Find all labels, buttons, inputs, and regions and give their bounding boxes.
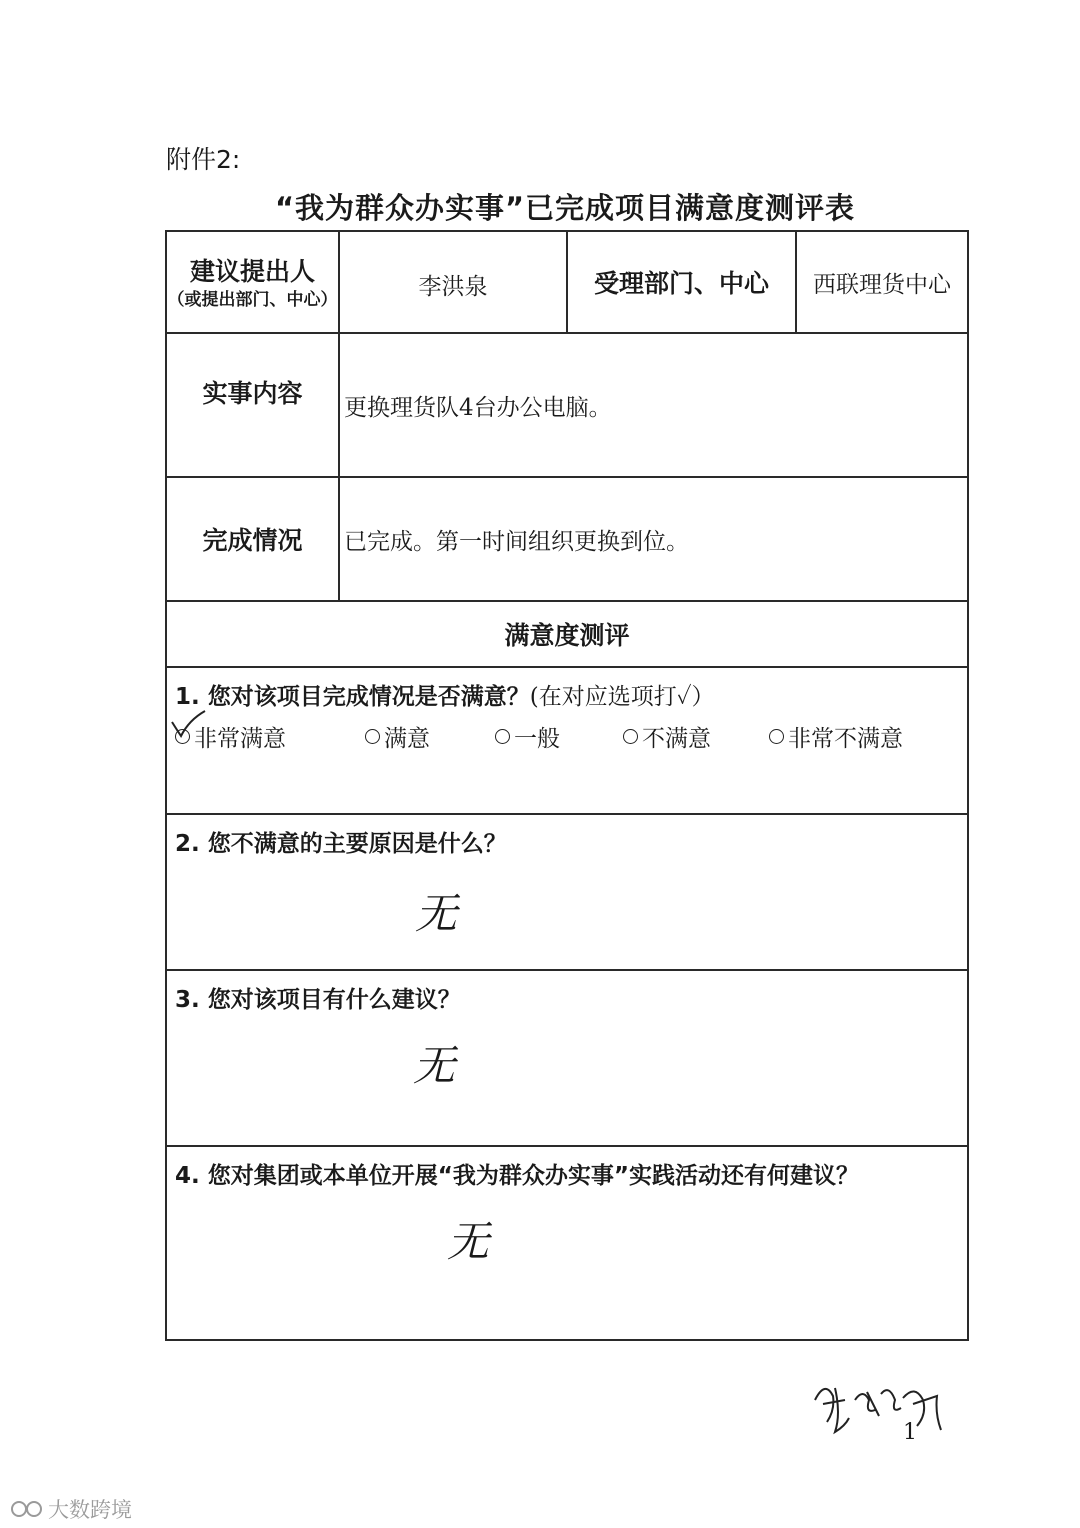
question-1-row bbox=[166, 667, 968, 814]
option-satisfied[interactable] bbox=[365, 720, 495, 753]
question-3-row bbox=[166, 970, 968, 1146]
handwritten-check-icon bbox=[169, 708, 209, 742]
proposer-sub-label: （或提出部门、中心） bbox=[167, 290, 338, 310]
watermark bbox=[10, 1494, 132, 1524]
status-row bbox=[166, 477, 968, 601]
option-very-dissatisfied[interactable] bbox=[769, 720, 903, 753]
dept-label: 受理部门、中心 bbox=[567, 231, 796, 333]
proposer-row bbox=[166, 231, 968, 333]
content-value: 更换理货队4台办公电脑。 bbox=[339, 333, 968, 477]
question-4-row bbox=[166, 1146, 968, 1340]
document-title: “我为群众办实事”已完成项目满意度测评表 bbox=[274, 191, 856, 225]
radio-circle-icon[interactable] bbox=[769, 729, 784, 744]
content-label: 实事内容 bbox=[166, 333, 339, 477]
radio-circle-icon[interactable] bbox=[365, 729, 380, 744]
option-label: 不满意 bbox=[642, 726, 711, 752]
option-label: 一般 bbox=[514, 726, 560, 752]
proposer-label: 建议提出人 bbox=[189, 257, 315, 286]
survey-heading-row bbox=[166, 601, 968, 667]
radio-circle-icon[interactable] bbox=[623, 729, 638, 744]
signature-icon bbox=[805, 1370, 945, 1440]
proposer-label-cell bbox=[166, 231, 339, 333]
question-1-note: (在对应选项打✓） bbox=[529, 684, 715, 710]
option-very-satisfied[interactable] bbox=[175, 720, 365, 753]
option-label: 非常满意 bbox=[194, 726, 286, 752]
question-2-answer: 无 bbox=[415, 889, 458, 938]
watermark-logo-icon bbox=[10, 1498, 44, 1520]
option-label: 非常不满意 bbox=[788, 726, 903, 752]
survey-heading: 满意度测评 bbox=[166, 601, 968, 667]
dept-value: 西联理货中心 bbox=[796, 231, 968, 333]
question-4-text: 4. 您对集团或本单位开展“我为群众办实事”实践活动还有何建议？ bbox=[175, 1163, 859, 1189]
status-value: 已完成。第一时间组织更换到位。 bbox=[339, 477, 968, 601]
content-row bbox=[166, 333, 968, 477]
question-4 bbox=[166, 1146, 968, 1340]
survey-form-table bbox=[165, 230, 969, 1341]
page-number: 1 bbox=[903, 1420, 917, 1445]
question-1 bbox=[166, 667, 968, 814]
watermark-text: 大数跨境 bbox=[48, 1498, 132, 1522]
proposer-value: 李洪泉 bbox=[339, 231, 567, 333]
satisfaction-options bbox=[175, 720, 967, 753]
radio-circle-icon[interactable] bbox=[495, 729, 510, 744]
question-1-text: 1. 您对该项目完成情况是否满意？ bbox=[175, 684, 530, 710]
status-label: 完成情况 bbox=[166, 477, 339, 601]
question-3-answer: 无 bbox=[413, 1041, 456, 1090]
option-dissatisfied[interactable] bbox=[623, 720, 769, 753]
question-4-answer: 无 bbox=[447, 1217, 490, 1266]
option-neutral[interactable] bbox=[495, 720, 623, 753]
question-2-row bbox=[166, 814, 968, 970]
option-label: 满意 bbox=[384, 726, 430, 752]
attachment-label: 附件2: bbox=[166, 145, 241, 174]
question-3 bbox=[166, 970, 968, 1146]
question-2-text: 2. 您不满意的主要原因是什么？ bbox=[175, 831, 507, 857]
question-3-text: 3. 您对该项目有什么建议？ bbox=[175, 987, 461, 1013]
question-2 bbox=[166, 814, 968, 970]
